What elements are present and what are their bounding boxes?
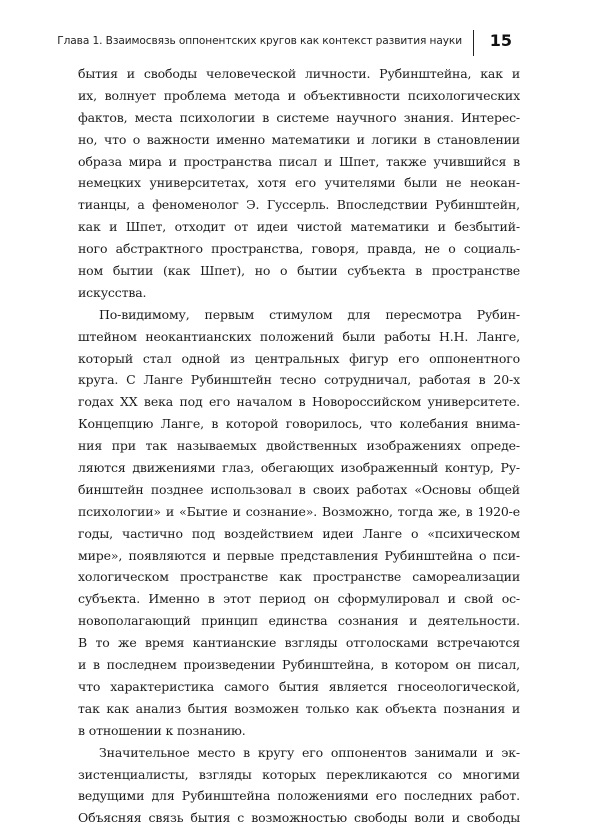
text-line: годах XX века под его началом в Новороссийском университете. xyxy=(78,394,520,410)
text-line: и в последнем произведении Рубинштейна, в котором он писал, xyxy=(78,657,520,673)
text-line: круга. С Ланге Рубинштейн тесно сотрудничал, работая в 20-х xyxy=(78,372,520,388)
text-line: В то же время кантианские взгляды отголосками встречаются xyxy=(78,635,520,651)
text-line: в отношении к познанию. xyxy=(78,722,246,738)
paragraph-2 xyxy=(78,304,520,742)
text-line: тианцы, а феноменолог Э. Гуссерль. Впоследствии Рубинштейн, xyxy=(78,197,520,213)
text-line: новополагающий принцип единства сознания и деятельности. xyxy=(78,613,520,629)
page-number: 15 xyxy=(489,31,512,50)
text-line: штейном неокантианских положений были работы Н.Н. Ланге, xyxy=(78,328,520,344)
text-line: субъекта. Именно в этот период он сформулировал и свой ос- xyxy=(78,591,520,607)
text-line: ном бытии (как Шпет), но о бытии субъекта в пространстве xyxy=(78,263,520,279)
text-line: фактов, места психологии в системе научного знания. Интерес- xyxy=(78,109,520,125)
text-line: ного абстрактного пространства, говоря, правда, не о социаль- xyxy=(78,241,520,257)
text-line: годы, частично под воздействием идеи Ланге о «психическом xyxy=(78,525,520,541)
text-line: их, волнует проблема метода и объективности психологических xyxy=(78,87,520,103)
text-line: что характеристика самого бытия является гносеологической, xyxy=(78,678,520,694)
header-divider xyxy=(473,30,474,56)
text-line: хологическом пространстве как пространстве самореализации xyxy=(78,569,520,585)
text-line: но, что о важности именно математики и логики в становлении xyxy=(78,131,520,147)
paragraph-1 xyxy=(78,63,520,304)
chapter-title: Глава 1. Взаимосвязь оппонентских кругов как контекст развития науки xyxy=(57,35,462,47)
text-line: как и Шпет, отходит от идеи чистой математики и безбытий- xyxy=(78,219,520,235)
text-line: искусства. xyxy=(78,284,147,300)
text-line: ляются движениями глаз, обегающих изображенный контур, Ру- xyxy=(78,460,520,476)
text-line: мире», появляются и первые представления Рубинштейна о пси- xyxy=(78,547,520,563)
text-line: Объясняя связь бытия с возможностью свободы воли и свободы xyxy=(78,810,520,826)
text-line: психологии» и «Бытие и сознание». Возможно, тогда же, в 1920-е xyxy=(78,503,520,519)
running-header xyxy=(57,30,518,56)
text-line: ведущими для Рубинштейна положениями его последних работ. xyxy=(78,788,520,804)
body-text xyxy=(78,63,520,829)
text-line: который стал одной из центральных фигур его оппонентного xyxy=(78,350,520,366)
text-line: образа мира и пространства писал и Шпет, также учившийся в xyxy=(78,153,520,169)
text-line: ния при так называемых двойственных изображениях опреде- xyxy=(78,438,520,454)
text-line: По-видимому, первым стимулом для пересмотра Рубин- xyxy=(99,306,520,322)
text-line: Значительное место в кругу его оппонентов занимали и эк- xyxy=(99,744,520,760)
text-line: зистенциалисты, взгляды которых перекликаются со многими xyxy=(78,766,520,782)
text-line: немецких университетах, хотя его учителями были не неокан- xyxy=(78,175,520,191)
text-line: Концепцию Ланге, в которой говорилось, что колебания внима- xyxy=(78,416,520,432)
text-line: бинштейн позднее использовал в своих работах «Основы общей xyxy=(78,481,520,497)
text-line: так как анализ бытия возможен только как объекта познания и xyxy=(78,700,520,716)
paragraph-3 xyxy=(78,742,520,829)
text-line: бытия и свободы человеческой личности. Рубинштейна, как и xyxy=(78,66,520,81)
